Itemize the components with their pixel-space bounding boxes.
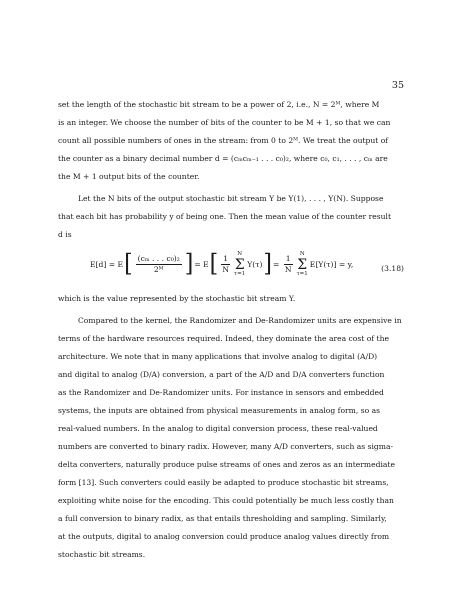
sigma-icon: Σ: [234, 256, 245, 273]
frac-numerator: 1: [285, 254, 291, 264]
equation-body: [90, 252, 353, 277]
text-line: stochastic bit streams.: [58, 550, 146, 559]
frac-denominator: N: [284, 265, 292, 274]
text-line: count all possible numbers of ones in the stream: from 0 to 2ᴹ. We treat the output of: [58, 136, 389, 145]
sum-upper: N: [299, 251, 305, 257]
sigma-icon: Σ: [297, 256, 308, 273]
text-line: real-valued numbers. In the analog to digital conversion process, these real-valued: [58, 424, 378, 433]
fraction-one-over-n: [284, 255, 293, 273]
text-line: numbers are converted to binary radix. However, many A/D converters, such as sigma-: [58, 442, 394, 451]
body-text: [58, 96, 404, 564]
text-line: exploiting white noise for the encoding. This could potentially be much less costly than: [58, 496, 394, 505]
frac-numerator: (cₘ . . . c₀)₂: [137, 254, 180, 264]
text-line: at the outputs, digital to analog conversion could produce analog values directly from: [58, 532, 390, 541]
fraction-binary-over-power: [136, 255, 182, 273]
text-line: Compared to the kernel, the Randomizer and De-Randomizer units are expensive in: [78, 316, 402, 325]
frac-numerator: 1: [223, 254, 229, 264]
frac-denominator: N: [222, 265, 230, 274]
equation-3-18: [58, 246, 404, 286]
sum-upper: N: [237, 251, 243, 257]
eq-equals: =: [273, 259, 280, 269]
text-line: Let the N bits of the output stochastic bit stream Y be Y(1), . . . , Y(N). Suppose: [78, 194, 384, 203]
eq-term: Y(τ): [247, 259, 263, 269]
text-line: and digital to analog (D/A) conversion, a part of the A/D and D/A converters function: [58, 370, 385, 379]
text-line: set the length of the stochastic bit stream to be a power of 2, i.e., N = 2ᴹ, where M: [58, 100, 380, 109]
eq-term: E[Y(τ)] = y,: [309, 259, 354, 269]
text-line: that each bit has probability y of being one. Then the mean value of the counter result: [58, 212, 391, 221]
eq-lhs: E[d] = E: [90, 259, 124, 269]
paragraph-3: [58, 290, 404, 308]
text-line: architecture. We note that in many applications that involve analog to digital (A/D): [58, 352, 378, 361]
text-line: a full conversion to binary radix, as that entails thresholding and sampling. Similarly,: [58, 514, 387, 523]
summation: [297, 252, 308, 277]
paragraph-4: [58, 312, 404, 564]
text-line: terms of the hardware resources required. Indeed, they dominate the area cost of the: [58, 334, 389, 343]
paragraph-1: [58, 96, 404, 186]
text-line: the counter as a binary decimal number d = (cₘcₘ₋₁ . . . c₀)₂, where c₀, c₁, . . . , cₘ are: [58, 154, 388, 163]
text-line: d is: [58, 230, 72, 239]
text-line: systems, the inputs are obtained from physical measurements in analog form, so as: [58, 406, 381, 415]
bracket-left: [: [209, 250, 219, 278]
frac-denominator: 2ᴹ: [153, 265, 164, 274]
text-line: which is the value represented by the stochastic bit stream Y.: [58, 294, 296, 303]
summation: [234, 252, 245, 277]
bracket-right: ]: [263, 250, 272, 278]
eq-middle: = E: [194, 259, 209, 269]
equation-number: (3.18): [381, 264, 404, 273]
page-number: 35: [391, 80, 404, 91]
bracket-right: ]: [184, 250, 194, 278]
fraction-one-over-n: [221, 255, 230, 273]
text-line: form [13]. Such converters could easily be adapted to produce stochastic bit streams,: [58, 478, 389, 487]
sum-lower: τ=1: [296, 270, 308, 277]
text-line: delta converters, naturally produce pulse streams of ones and zeros as an intermediate: [58, 460, 395, 469]
sum-lower: τ=1: [234, 270, 246, 277]
text-line: is an integer. We choose the number of bits of the counter to be M + 1, so that we can: [58, 118, 391, 127]
text-line: the M + 1 output bits of the counter.: [58, 172, 200, 181]
text-line: as the Randomizer and De-Randomizer units. For instance in sensors and embedded: [58, 388, 384, 397]
bracket-left: [: [124, 250, 133, 278]
paragraph-2: [58, 190, 404, 244]
